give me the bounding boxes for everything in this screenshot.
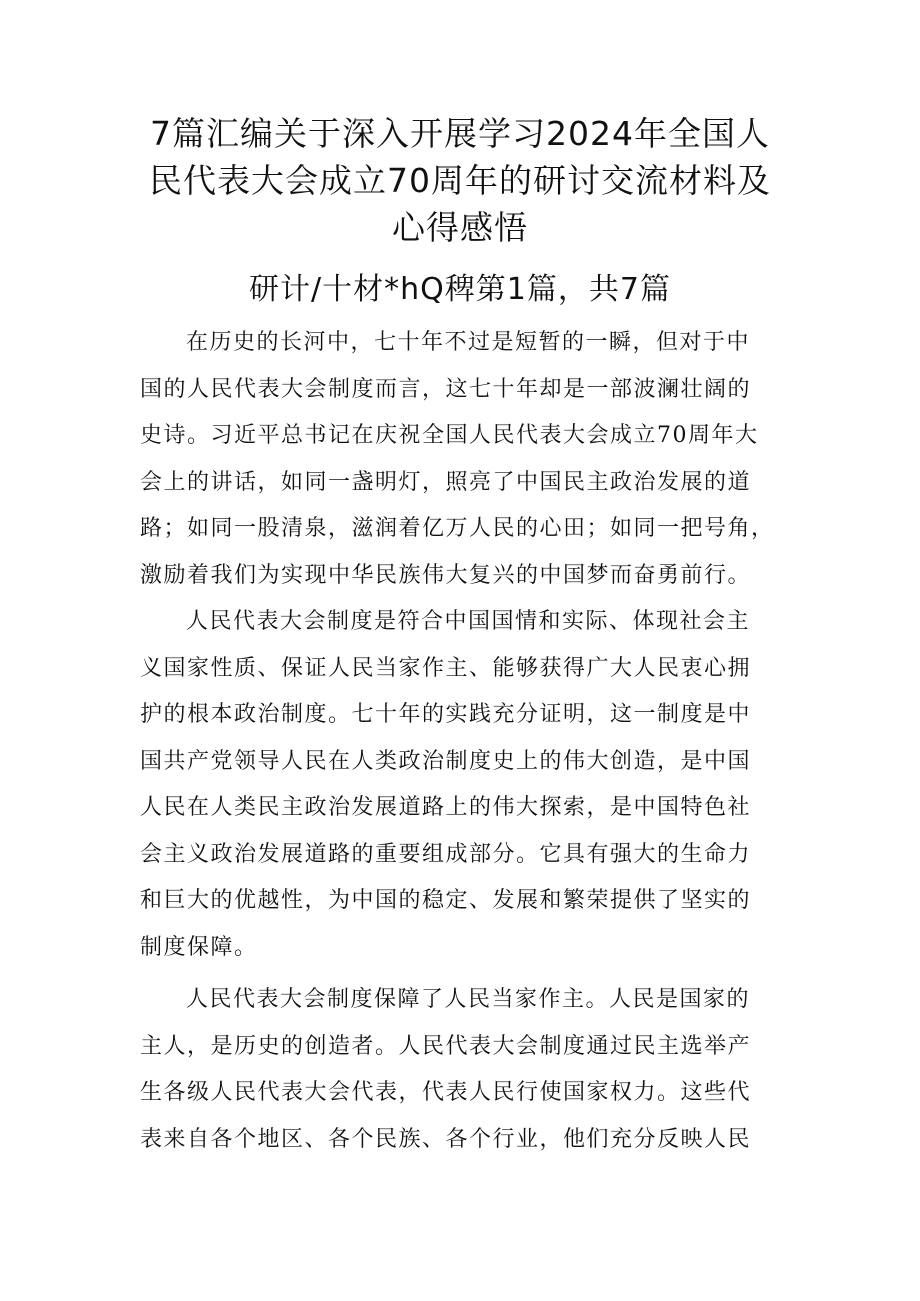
text-line: 路；如同一股清泉，滋润着亿万人民的心田；如同一把号角，	[140, 516, 775, 541]
text-line: 人民在人类民主政治发展道路上的伟大探索，是中国特色社	[140, 795, 752, 820]
title-line: 民代表大会成立70周年的研讨交流材料及	[149, 161, 771, 200]
document-subtitle: 研计/十材*hQ稗第1篇，共7篇	[249, 272, 671, 307]
text-line: 史诗。习近平总书记在庆祝全国人民代表大会成立70周年大	[140, 423, 759, 448]
text-line: 激励着我们为实现中华民族伟大复兴的中国梦而奋勇前行。	[140, 562, 752, 588]
title-line: 心得感悟	[392, 208, 528, 247]
text-line: 主人，是历史的创造者。人民代表大会制度通过民主选举产	[140, 1033, 752, 1059]
text-line: 国的人民代表大会制度而言，这七十年却是一部波澜壮阔的	[140, 376, 752, 402]
paragraph-1	[140, 320, 800, 599]
text-line: 制度保障。	[140, 934, 258, 960]
text-line: 表来自各个地区、各个民族、各个行业，他们充分反映人民	[140, 1126, 752, 1152]
document-title	[120, 110, 800, 251]
text-line: 和巨大的优越性，为中国的稳定、发展和繁荣提供了坚实的	[140, 888, 752, 913]
document-body	[140, 320, 800, 1163]
text-line: 在历史的长河中，七十年不过是短暂的一瞬，但对于中	[186, 330, 751, 355]
title-line: 7篇汇编关于深入开展学习2024年全国人	[150, 114, 770, 153]
text-line: 人民代表大会制度保障了人民当家作主。人民是国家的	[186, 987, 751, 1012]
text-line: 人民代表大会制度是符合中国国情和实际、体现社会主	[186, 609, 751, 634]
text-line: 生各级人民代表大会代表，代表人民行使国家权力。这些代	[140, 1080, 752, 1105]
paragraph-3	[140, 977, 800, 1163]
text-line: 会上的讲话，如同一盏明灯，照亮了中国民主政治发展的道	[140, 469, 752, 495]
text-line: 国共产党领导人民在人类政治制度史上的伟大创造，是中国	[140, 748, 752, 774]
paragraph-2	[140, 599, 800, 971]
text-line: 会主义政治发展道路的重要组成部分。它具有强大的生命力	[140, 841, 752, 867]
text-line: 义国家性质、保证人民当家作主、能够获得广大人民衷心拥	[140, 655, 752, 681]
text-line: 护的根本政治制度。七十年的实践充分证明，这一制度是中	[140, 702, 752, 727]
